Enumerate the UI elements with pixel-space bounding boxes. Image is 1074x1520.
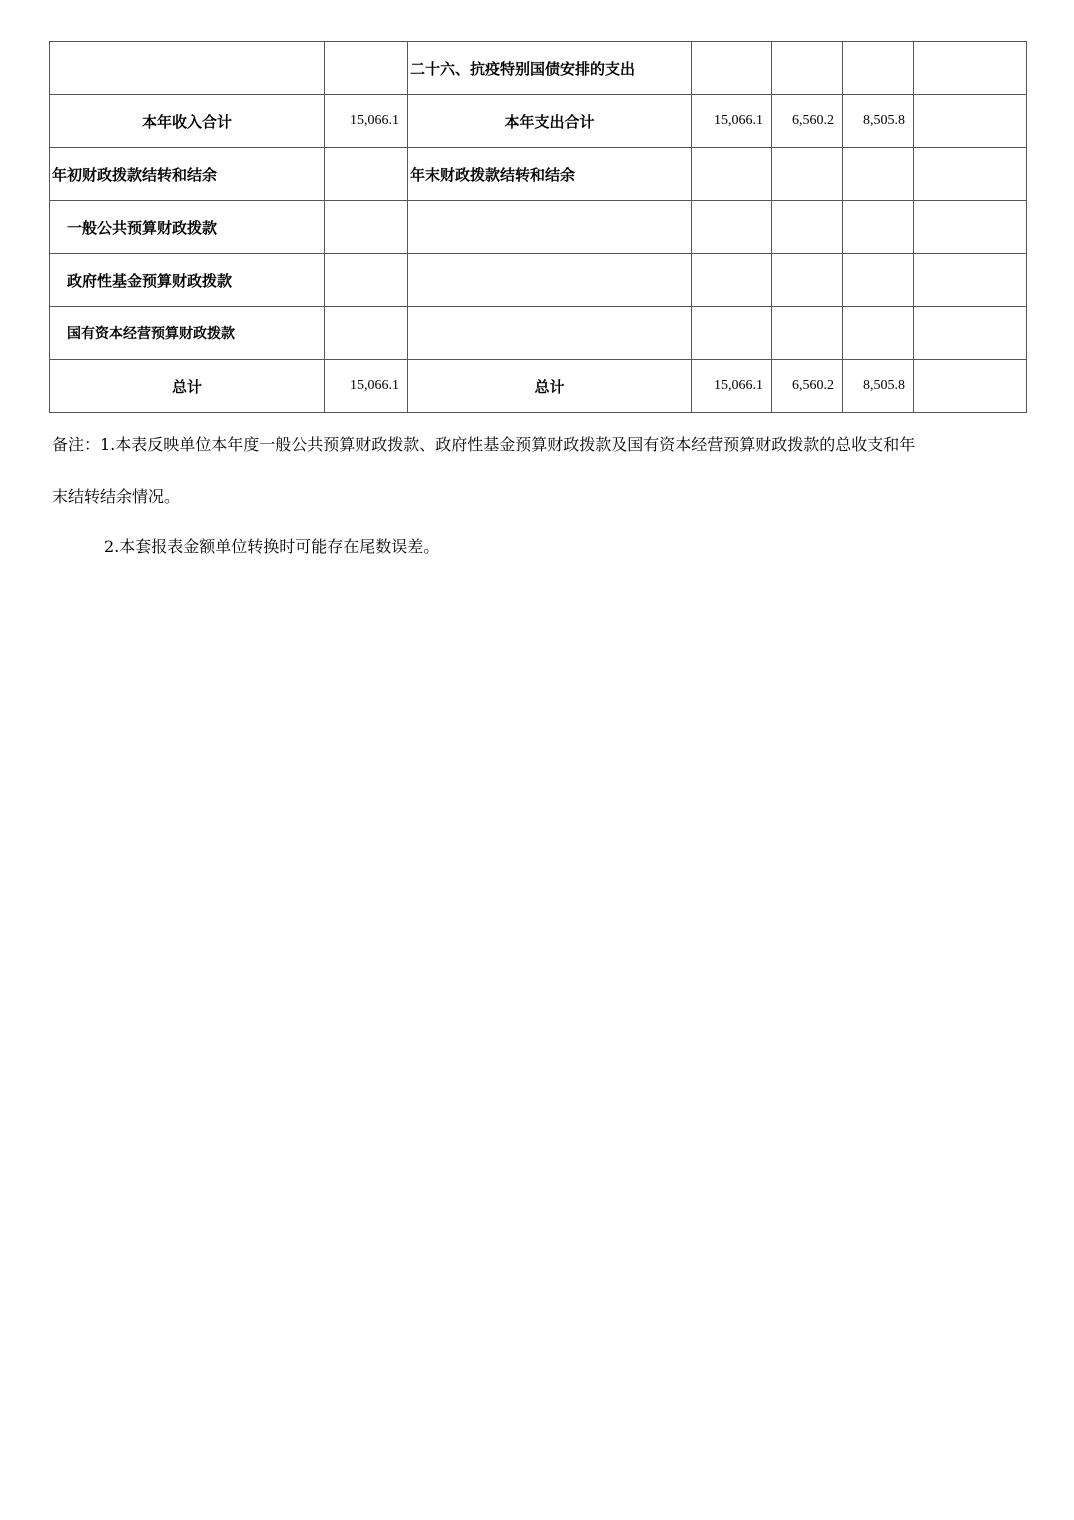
income-amount-cell: 15,066.1 bbox=[325, 95, 408, 148]
fund-budget-cell: 8,505.8 bbox=[843, 360, 914, 413]
capital-budget-cell bbox=[914, 201, 1027, 254]
note-line-3: 2.本套报表金额单位转换时可能存在尾数误差。 bbox=[104, 537, 440, 556]
expense-label-cell bbox=[408, 201, 692, 254]
income-label-cell: 本年收入合计 bbox=[50, 95, 325, 148]
total-amount-cell bbox=[692, 201, 772, 254]
total-amount-cell bbox=[692, 307, 772, 360]
income-amount-cell bbox=[325, 148, 408, 201]
note-line-2: 末结转结余情况。 bbox=[52, 487, 181, 506]
income-label-cell bbox=[50, 42, 325, 95]
income-label-cell: 年初财政拨款结转和结余 bbox=[50, 148, 325, 201]
total-amount-cell: 15,066.1 bbox=[692, 360, 772, 413]
general-budget-cell bbox=[772, 42, 843, 95]
total-amount-cell: 15,066.1 bbox=[692, 95, 772, 148]
income-label-cell: 政府性基金预算财政拨款 bbox=[50, 254, 325, 307]
general-budget-cell bbox=[772, 148, 843, 201]
expense-label-cell: 本年支出合计 bbox=[408, 95, 692, 148]
general-budget-cell bbox=[772, 307, 843, 360]
capital-budget-cell bbox=[914, 254, 1027, 307]
capital-budget-cell bbox=[914, 307, 1027, 360]
expense-label-cell: 二十六、抗疫特别国债安排的支出 bbox=[408, 42, 692, 95]
capital-budget-cell bbox=[914, 148, 1027, 201]
income-amount-cell bbox=[325, 254, 408, 307]
note-line-1: 备注：1.本表反映单位本年度一般公共预算财政拨款、政府性基金预算财政拨款及国有资本经营预算财政拨款的总收支和年 bbox=[52, 435, 916, 454]
table-row bbox=[50, 307, 1027, 360]
expense-label-cell: 年末财政拨款结转和结余 bbox=[408, 148, 692, 201]
fund-budget-cell bbox=[843, 254, 914, 307]
income-label-cell: 一般公共预算财政拨款 bbox=[50, 201, 325, 254]
capital-budget-cell bbox=[914, 360, 1027, 413]
expense-label-cell: 总计 bbox=[408, 360, 692, 413]
table-row bbox=[50, 201, 1027, 254]
income-amount-cell: 15,066.1 bbox=[325, 360, 408, 413]
capital-budget-cell bbox=[914, 95, 1027, 148]
table-row bbox=[50, 148, 1027, 201]
income-label-cell: 国有资本经营预算财政拨款 bbox=[50, 307, 325, 360]
fund-budget-cell bbox=[843, 148, 914, 201]
table-row bbox=[50, 95, 1027, 148]
general-budget-cell: 6,560.2 bbox=[772, 95, 843, 148]
general-budget-cell bbox=[772, 201, 843, 254]
fund-budget-cell bbox=[843, 307, 914, 360]
total-amount-cell bbox=[692, 148, 772, 201]
total-amount-cell bbox=[692, 254, 772, 307]
general-budget-cell: 6,560.2 bbox=[772, 360, 843, 413]
income-amount-cell bbox=[325, 42, 408, 95]
table-row bbox=[50, 42, 1027, 95]
general-budget-cell bbox=[772, 254, 843, 307]
income-label-cell: 总计 bbox=[50, 360, 325, 413]
fund-budget-cell: 8,505.8 bbox=[843, 95, 914, 148]
table-row bbox=[50, 360, 1027, 413]
expense-label-cell bbox=[408, 254, 692, 307]
capital-budget-cell bbox=[914, 42, 1027, 95]
fund-budget-cell bbox=[843, 201, 914, 254]
table-row bbox=[50, 254, 1027, 307]
budget-table bbox=[49, 41, 1027, 413]
income-amount-cell bbox=[325, 201, 408, 254]
expense-label-cell bbox=[408, 307, 692, 360]
total-amount-cell bbox=[692, 42, 772, 95]
income-amount-cell bbox=[325, 307, 408, 360]
fund-budget-cell bbox=[843, 42, 914, 95]
